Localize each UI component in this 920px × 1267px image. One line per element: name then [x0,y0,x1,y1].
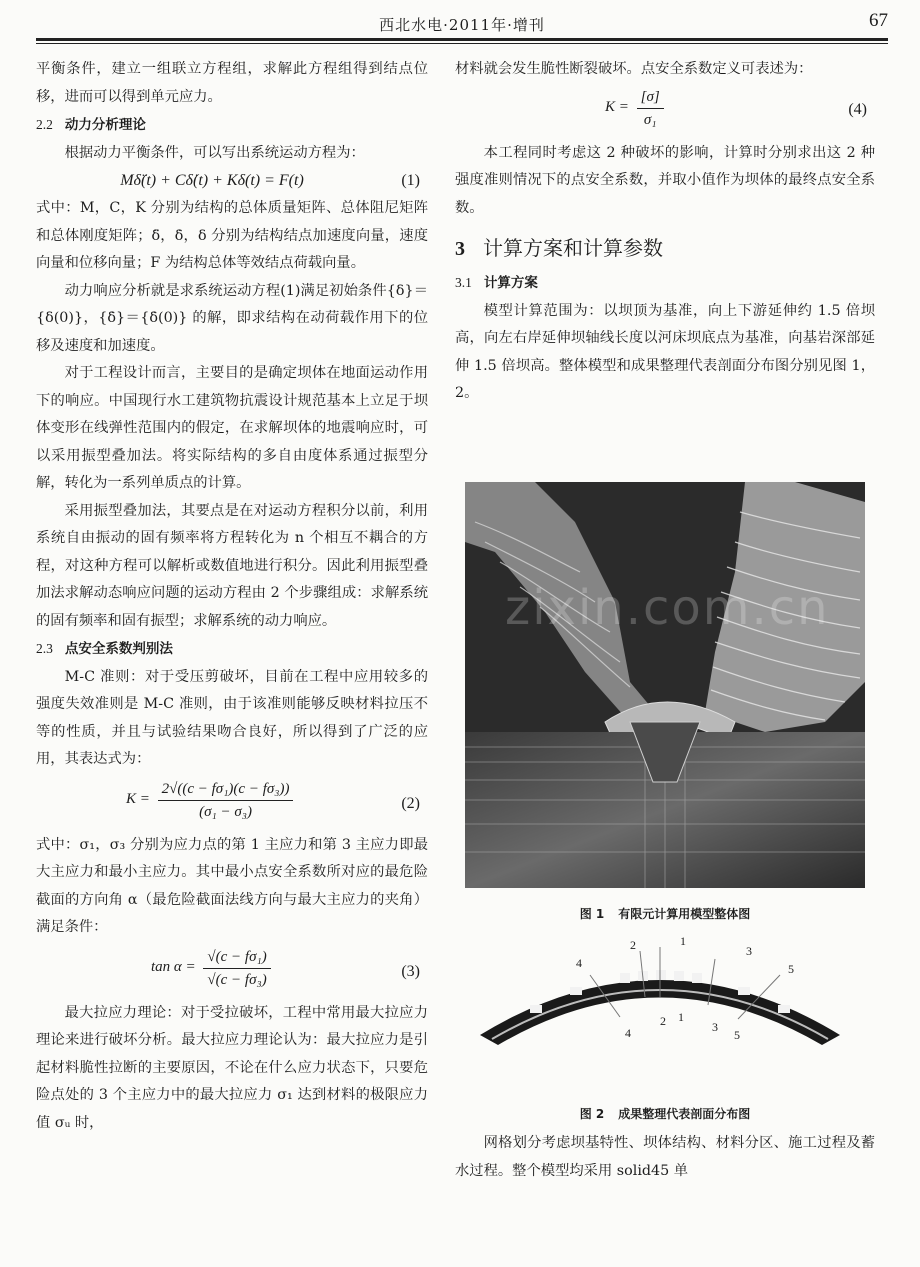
equation-body: Mδ̈(t) + Cδ̇(t) + Kδ(t) = F(t) [120,172,304,189]
equation-fraction [158,778,294,823]
equation-lhs: tan α = [151,959,196,976]
equation-4 [455,84,875,140]
section-number: 2.3 [36,641,53,656]
page-number: 67 [869,10,888,31]
fe-model-image [465,482,865,888]
fraction-denominator: √(c − fσ₃) [207,971,267,988]
left-column [36,56,428,1137]
fraction-numerator: [σ] [637,86,664,109]
running-header [36,8,888,38]
figure-1-caption [465,905,865,922]
paragraph: 式中：M，C，K 分别为结构的总体质量矩阵、总体阻尼矩阵和总体刚度矩阵；δ̈，δ̇，δ 分别为结构结点加速度向量，速度向量和位移向量；F 为结构总体等效结点荷载向量。 [36,200,428,271]
fraction-numerator: 2√((c − fσ₁)(c − fσ₃)) [158,778,294,801]
section-heading-3 [455,228,875,269]
section-title: 点安全系数判别法 [64,641,173,657]
figure-title: 成果整理代表剖面分布图 [618,1107,751,1121]
equation-lhs: K = [605,99,629,116]
section-label-1-lower: 1 [678,1010,684,1024]
paragraph: 对于工程设计而言，主要目的是确定坝体在地面运动作用下的响应。中国现行水工建筑物抗震设计规范基本上立足于坝体变形在线弹性范围内的假定，在求解坝体的地震响应时，可以采用振型叠加法。将实际结构的多自由度体系通过振型分解，转化为一系列单质点的计算。 [36,365,428,491]
figure-1-fe-model [465,482,865,888]
paragraph: M-C 准则：对于受压剪破坏，目前在工程中应用较多的强度失效准则是 M-C 准则，由于该准则能够反映材料拉压不等的性质，并且与试验结果吻合良好，所以得到了广泛的应用，其表达式为： [36,668,428,767]
header-rule-thin [36,43,888,44]
watermark: zixin.com.cn [505,580,830,636]
equation-2 [36,774,428,832]
section-label-2-lower: 2 [660,1014,666,1028]
section-number: 3 [455,238,465,260]
equation-1 [36,167,428,195]
paragraph: 平衡条件，建立一组联立方程组，求解此方程组得到结点位移，进而可以得到单元应力。 [36,61,428,105]
figure-2-section-diagram [470,935,850,1050]
section-heading-3-1 [455,269,875,298]
paragraph: 采用振型叠加法，其要点是在对运动方程积分以前，利用系统自由振动的固有频率将方程转化为 n 个相互不耦合的方程，对这种方程可以解析或数值地进行积分。因此利用振型叠加法求解动态响应问题的运动方程由 2 个步骤组成：求解系统的固有频率和固有振型；求解系统的动力响应。 [36,502,428,629]
fraction-denominator: σ₁ [643,111,657,128]
header-rule [36,38,888,41]
section-title: 动力分析理论 [64,117,146,133]
equation-fraction [203,946,270,991]
paragraph: 本工程同时考虑这 2 种破坏的影响，计算时分别求出这 2 种强度准则情况下的点安全系数，并取小值作为坝体的最终点安全系数。 [455,144,875,216]
section-label-5: 5 [788,962,794,976]
figure-number: 图 1 [579,907,605,921]
section-heading-2-2 [36,111,428,140]
paragraph: 根据动力平衡条件，可以写出系统运动方程为： [64,144,365,161]
section-title: 计算方案和计算参数 [483,236,663,260]
paragraph: 材料就会发生脆性断裂破坏。点安全系数定义可表述为： [455,61,813,77]
section-label-3-lower: 3 [712,1020,718,1034]
journal-title: 西北水电·2011年·增刊 [379,16,545,34]
section-label-3: 3 [746,944,752,958]
fraction-numerator: √(c − fσ₁) [203,946,270,969]
paragraph: 最大拉应力理论：对于受拉破坏，工程中常用最大拉应力理论来进行破坏分析。最大拉应力理论认为：最大拉应力是引起材料脆性拉断的主要原因，不论在什么应力状态下，只要危险点处的 3 个主应力中的最大拉应力 σ₁ 达到材料的极限应力值 σᵤ 时， [36,1004,428,1131]
section-heading-2-3 [36,635,428,664]
section-label-1: 1 [680,935,686,948]
right-column-bottom [455,1130,875,1185]
figure-title: 有限元计算用模型整体图 [618,907,751,921]
section-number: 3.1 [455,275,472,290]
section-label-2: 2 [630,938,636,952]
fraction-denominator: (σ₁ − σ₃) [199,803,252,820]
equation-3 [36,942,428,1000]
equation-number: (2) [401,794,420,812]
section-diagram [470,935,850,1050]
section-label-4-lower: 4 [625,1026,631,1040]
paragraph: 模型计算范围为：以坝顶为基准，向上下游延伸约 1.5 倍坝高，向左右岸延伸坝轴线长度以河床坝底点为基准，向基岩深部延伸 1.5 倍坝高。整体模型和成果整理代表剖面分布图分别见图 1，2。 [455,302,875,401]
equation-number: (4) [848,100,867,118]
paragraph: 网格划分考虑坝基特性、坝体结构、材料分区、施工过程及蓄水过程。整个模型均采用 solid45 单 [455,1135,875,1179]
equation-number: (1) [401,172,420,189]
equation-number: (3) [401,962,420,980]
section-title: 计算方案 [483,275,538,291]
paragraph: 式中：σ₁，σ₃ 分别为应力点的第 1 主应力和第 3 主应力即最大主应力和最小主应力。其中最小点安全系数所对应的最危险截面的方向角 α（最危险截面法线方向与最大主应力的夹角）满足条件： [36,836,428,935]
paragraph: 动力响应分析就是求系统运动方程(1)满足初始条件{δ}＝{δ(0)}，{δ̇}＝{δ̇(0)} 的解，即求结构在动荷载作用下的位移及速度和加速度。 [36,282,428,354]
figure-number: 图 2 [579,1107,605,1121]
equation-lhs: K = [126,791,150,808]
equation-fraction [637,86,664,131]
section-number: 2.2 [36,117,53,132]
right-column [455,56,875,408]
figure-2-caption [465,1105,865,1122]
section-label-4: 4 [576,956,582,970]
section-label-5-lower: 5 [734,1028,740,1042]
